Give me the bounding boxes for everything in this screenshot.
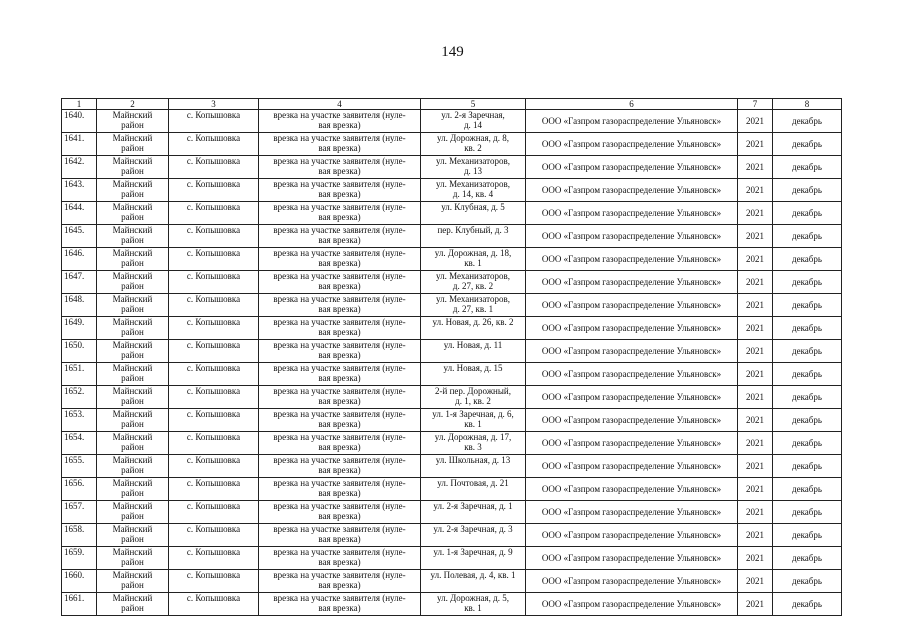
district-cell: Майнский район (97, 340, 169, 363)
work-type-cell: врезка на участке заявителя (нуле- вая врезка) (259, 478, 421, 501)
district-cell: Майнский район (97, 248, 169, 271)
month-cell: декабрь (773, 501, 842, 524)
row-number-cell: 1656. (62, 478, 97, 501)
year-cell: 2021 (738, 478, 773, 501)
row-number-cell: 1650. (62, 340, 97, 363)
year-cell: 2021 (738, 340, 773, 363)
month-cell: декабрь (773, 455, 842, 478)
month-cell: декабрь (773, 478, 842, 501)
address-cell: ул. 1-я Заречная, д. 6, кв. 1 (421, 409, 526, 432)
page-number: 149 (441, 44, 464, 60)
district-cell: Майнский район (97, 593, 169, 616)
row-number-cell: 1644. (62, 202, 97, 225)
district-cell: Майнский район (97, 570, 169, 593)
organization-cell: ООО «Газпром газораспределение Ульяновск» (526, 110, 738, 133)
district-cell: Майнский район (97, 478, 169, 501)
organization-cell: ООО «Газпром газораспределение Ульяновск» (526, 570, 738, 593)
year-cell: 2021 (738, 363, 773, 386)
address-cell: ул. Дорожная, д. 5, кв. 1 (421, 593, 526, 616)
work-type-cell: врезка на участке заявителя (нуле- вая врезка) (259, 317, 421, 340)
address-cell: ул. Новая, д. 15 (421, 363, 526, 386)
address-cell: ул. 1-я Заречная, д. 9 (421, 547, 526, 570)
month-cell: декабрь (773, 133, 842, 156)
table-row (62, 248, 842, 271)
table-row (62, 225, 842, 248)
work-type-cell: врезка на участке заявителя (нуле- вая врезка) (259, 271, 421, 294)
village-cell: с. Копышовка (169, 271, 259, 294)
table-body (62, 110, 842, 616)
year-cell: 2021 (738, 317, 773, 340)
work-type-cell: врезка на участке заявителя (нуле- вая врезка) (259, 133, 421, 156)
month-cell: декабрь (773, 593, 842, 616)
address-cell: ул. Клубная, д. 5 (421, 202, 526, 225)
table-row (62, 294, 842, 317)
year-cell: 2021 (738, 432, 773, 455)
village-cell: с. Копышовка (169, 386, 259, 409)
organization-cell: ООО «Газпром газораспределение Ульяновск» (526, 225, 738, 248)
village-cell: с. Копышовка (169, 363, 259, 386)
address-cell: ул. Механизаторов, д. 27, кв. 2 (421, 271, 526, 294)
table-row (62, 202, 842, 225)
year-cell: 2021 (738, 248, 773, 271)
work-type-cell: врезка на участке заявителя (нуле- вая врезка) (259, 179, 421, 202)
organization-cell: ООО «Газпром газораспределение Ульяновск» (526, 156, 738, 179)
district-cell: Майнский район (97, 524, 169, 547)
work-type-cell: врезка на участке заявителя (нуле- вая врезка) (259, 340, 421, 363)
organization-cell: ООО «Газпром газораспределение Ульяновск» (526, 179, 738, 202)
year-cell: 2021 (738, 179, 773, 202)
table-row (62, 386, 842, 409)
work-type-cell: врезка на участке заявителя (нуле- вая врезка) (259, 363, 421, 386)
organization-cell: ООО «Газпром газораспределение Ульяновск» (526, 386, 738, 409)
village-cell: с. Копышовка (169, 317, 259, 340)
table-row (62, 271, 842, 294)
table-row (62, 363, 842, 386)
month-cell: декабрь (773, 294, 842, 317)
table-row (62, 547, 842, 570)
district-cell: Майнский район (97, 317, 169, 340)
work-type-cell: врезка на участке заявителя (нуле- вая врезка) (259, 432, 421, 455)
organization-cell: ООО «Газпром газораспределение Ульяновск» (526, 133, 738, 156)
village-cell: с. Копышовка (169, 432, 259, 455)
month-cell: декабрь (773, 524, 842, 547)
month-cell: декабрь (773, 179, 842, 202)
table-row (62, 432, 842, 455)
year-cell: 2021 (738, 524, 773, 547)
work-type-cell: врезка на участке заявителя (нуле- вая врезка) (259, 202, 421, 225)
row-number-cell: 1652. (62, 386, 97, 409)
address-cell: ул. 2-я Заречная, д. 3 (421, 524, 526, 547)
column-header: 6 (526, 99, 738, 110)
table-row (62, 133, 842, 156)
month-cell: декабрь (773, 110, 842, 133)
table-row (62, 455, 842, 478)
column-header: 7 (738, 99, 773, 110)
year-cell: 2021 (738, 593, 773, 616)
year-cell: 2021 (738, 294, 773, 317)
year-cell: 2021 (738, 110, 773, 133)
organization-cell: ООО «Газпром газораспределение Ульяновск» (526, 317, 738, 340)
row-number-cell: 1646. (62, 248, 97, 271)
work-type-cell: врезка на участке заявителя (нуле- вая врезка) (259, 386, 421, 409)
address-cell: ул. Дорожная, д. 8, кв. 2 (421, 133, 526, 156)
address-cell: ул. Школьная, д. 13 (421, 455, 526, 478)
month-cell: декабрь (773, 202, 842, 225)
address-cell: ул. Новая, д. 11 (421, 340, 526, 363)
work-type-cell: врезка на участке заявителя (нуле- вая врезка) (259, 593, 421, 616)
row-number-cell: 1647. (62, 271, 97, 294)
month-cell: декабрь (773, 363, 842, 386)
district-cell: Майнский район (97, 363, 169, 386)
district-cell: Майнский район (97, 432, 169, 455)
table-row (62, 156, 842, 179)
month-cell: декабрь (773, 409, 842, 432)
column-header: 3 (169, 99, 259, 110)
work-type-cell: врезка на участке заявителя (нуле- вая врезка) (259, 248, 421, 271)
village-cell: с. Копышовка (169, 202, 259, 225)
work-type-cell: врезка на участке заявителя (нуле- вая врезка) (259, 524, 421, 547)
month-cell: декабрь (773, 570, 842, 593)
table-row (62, 593, 842, 616)
table-row (62, 317, 842, 340)
district-cell: Майнский район (97, 501, 169, 524)
table-row (62, 501, 842, 524)
column-header: 1 (62, 99, 97, 110)
year-cell: 2021 (738, 225, 773, 248)
organization-cell: ООО «Газпром газораспределение Ульяновск» (526, 455, 738, 478)
year-cell: 2021 (738, 156, 773, 179)
address-cell: пер. Клубный, д. 3 (421, 225, 526, 248)
table-row (62, 179, 842, 202)
row-number-cell: 1651. (62, 363, 97, 386)
address-cell: ул. Почтовая, д. 21 (421, 478, 526, 501)
month-cell: декабрь (773, 340, 842, 363)
district-cell: Майнский район (97, 294, 169, 317)
year-cell: 2021 (738, 386, 773, 409)
village-cell: с. Копышовка (169, 225, 259, 248)
district-cell: Майнский район (97, 386, 169, 409)
address-cell: ул. 2-я Заречная, д. 1 (421, 501, 526, 524)
year-cell: 2021 (738, 547, 773, 570)
row-number-cell: 1648. (62, 294, 97, 317)
row-number-cell: 1660. (62, 570, 97, 593)
village-cell: с. Копышовка (169, 409, 259, 432)
organization-cell: ООО «Газпром газораспределение Ульяновск» (526, 501, 738, 524)
row-number-cell: 1655. (62, 455, 97, 478)
table-row (62, 340, 842, 363)
work-type-cell: врезка на участке заявителя (нуле- вая врезка) (259, 409, 421, 432)
village-cell: с. Копышовка (169, 455, 259, 478)
month-cell: декабрь (773, 156, 842, 179)
district-cell: Майнский район (97, 156, 169, 179)
work-type-cell: врезка на участке заявителя (нуле- вая врезка) (259, 455, 421, 478)
work-type-cell: врезка на участке заявителя (нуле- вая врезка) (259, 570, 421, 593)
month-cell: декабрь (773, 317, 842, 340)
address-cell: ул. Механизаторов, д. 27, кв. 1 (421, 294, 526, 317)
organization-cell: ООО «Газпром газораспределение Ульяновск» (526, 248, 738, 271)
organization-cell: ООО «Газпром газораспределение Ульяновск» (526, 547, 738, 570)
district-cell: Майнский район (97, 179, 169, 202)
year-cell: 2021 (738, 501, 773, 524)
district-cell: Майнский район (97, 133, 169, 156)
village-cell: с. Копышовка (169, 340, 259, 363)
village-cell: с. Копышовка (169, 248, 259, 271)
address-cell: ул. Новая, д. 26, кв. 2 (421, 317, 526, 340)
column-header: 8 (773, 99, 842, 110)
district-cell: Майнский район (97, 455, 169, 478)
village-cell: с. Копышовка (169, 156, 259, 179)
table-row (62, 570, 842, 593)
district-cell: Майнский район (97, 225, 169, 248)
row-number-cell: 1649. (62, 317, 97, 340)
year-cell: 2021 (738, 409, 773, 432)
month-cell: декабрь (773, 547, 842, 570)
column-header: 5 (421, 99, 526, 110)
address-cell: ул. Полевая, д. 4, кв. 1 (421, 570, 526, 593)
address-cell: ул. Дорожная, д. 17, кв. 3 (421, 432, 526, 455)
work-type-cell: врезка на участке заявителя (нуле- вая врезка) (259, 501, 421, 524)
column-header: 4 (259, 99, 421, 110)
organization-cell: ООО «Газпром газораспределение Ульяновск» (526, 432, 738, 455)
address-cell: ул. Дорожная, д. 18, кв. 1 (421, 248, 526, 271)
year-cell: 2021 (738, 570, 773, 593)
table-row (62, 478, 842, 501)
village-cell: с. Копышовка (169, 179, 259, 202)
work-type-cell: врезка на участке заявителя (нуле- вая врезка) (259, 156, 421, 179)
row-number-cell: 1653. (62, 409, 97, 432)
organization-cell: ООО «Газпром газораспределение Ульяновск» (526, 593, 738, 616)
address-cell: ул. Механизаторов, д. 13 (421, 156, 526, 179)
gas-connection-register-table (61, 98, 842, 616)
address-cell: ул. 2-я Заречная, д. 14 (421, 110, 526, 133)
village-cell: с. Копышовка (169, 547, 259, 570)
month-cell: декабрь (773, 248, 842, 271)
organization-cell: ООО «Газпром газораспределение Ульяновск» (526, 294, 738, 317)
year-cell: 2021 (738, 455, 773, 478)
header-row (62, 99, 842, 110)
organization-cell: ООО «Газпром газораспределение Ульяновск» (526, 340, 738, 363)
year-cell: 2021 (738, 133, 773, 156)
row-number-cell: 1654. (62, 432, 97, 455)
village-cell: с. Копышовка (169, 133, 259, 156)
district-cell: Майнский район (97, 409, 169, 432)
row-number-cell: 1661. (62, 593, 97, 616)
row-number-cell: 1641. (62, 133, 97, 156)
month-cell: декабрь (773, 432, 842, 455)
village-cell: с. Копышовка (169, 294, 259, 317)
village-cell: с. Копышовка (169, 570, 259, 593)
village-cell: с. Копышовка (169, 593, 259, 616)
work-type-cell: врезка на участке заявителя (нуле- вая врезка) (259, 225, 421, 248)
organization-cell: ООО «Газпром газораспределение Ульяновск» (526, 478, 738, 501)
organization-cell: ООО «Газпром газораспределение Ульяновск» (526, 202, 738, 225)
row-number-cell: 1643. (62, 179, 97, 202)
year-cell: 2021 (738, 271, 773, 294)
row-number-cell: 1658. (62, 524, 97, 547)
month-cell: декабрь (773, 386, 842, 409)
district-cell: Майнский район (97, 271, 169, 294)
table-row (62, 524, 842, 547)
district-cell: Майнский район (97, 202, 169, 225)
organization-cell: ООО «Газпром газораспределение Ульяновск» (526, 271, 738, 294)
row-number-cell: 1657. (62, 501, 97, 524)
table-row (62, 409, 842, 432)
work-type-cell: врезка на участке заявителя (нуле- вая врезка) (259, 294, 421, 317)
year-cell: 2021 (738, 202, 773, 225)
address-cell: ул. Механизаторов, д. 14, кв. 4 (421, 179, 526, 202)
district-cell: Майнский район (97, 547, 169, 570)
column-header: 2 (97, 99, 169, 110)
month-cell: декабрь (773, 225, 842, 248)
table-row (62, 110, 842, 133)
month-cell: декабрь (773, 271, 842, 294)
organization-cell: ООО «Газпром газораспределение Ульяновск» (526, 363, 738, 386)
organization-cell: ООО «Газпром газораспределение Ульяновск» (526, 524, 738, 547)
row-number-cell: 1642. (62, 156, 97, 179)
district-cell: Майнский район (97, 110, 169, 133)
village-cell: с. Копышовка (169, 110, 259, 133)
row-number-cell: 1659. (62, 547, 97, 570)
address-cell: 2-й пер. Дорожный, д. 1, кв. 2 (421, 386, 526, 409)
village-cell: с. Копышовка (169, 524, 259, 547)
village-cell: с. Копышовка (169, 478, 259, 501)
row-number-cell: 1640. (62, 110, 97, 133)
organization-cell: ООО «Газпром газораспределение Ульяновск» (526, 409, 738, 432)
work-type-cell: врезка на участке заявителя (нуле- вая врезка) (259, 547, 421, 570)
work-type-cell: врезка на участке заявителя (нуле- вая врезка) (259, 110, 421, 133)
row-number-cell: 1645. (62, 225, 97, 248)
village-cell: с. Копышовка (169, 501, 259, 524)
